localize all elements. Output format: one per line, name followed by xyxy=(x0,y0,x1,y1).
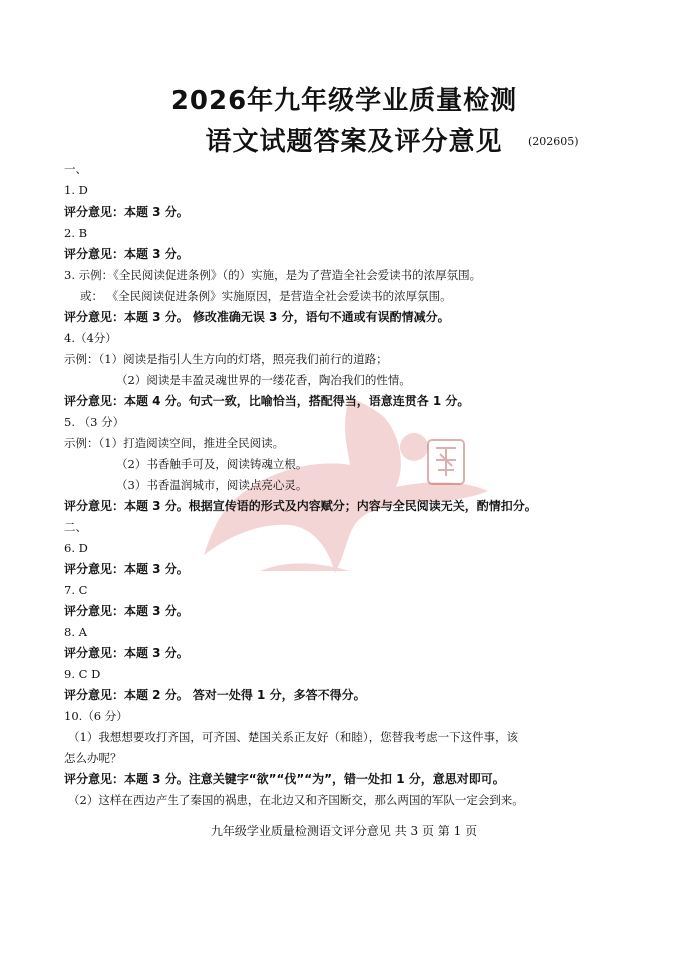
answer-q10-heading: 10.（6 分） xyxy=(64,709,128,723)
page-footer: 九年级学业质量检测语文评分意见 共 3 页 第 1 页 xyxy=(210,824,478,838)
answer-q4-heading: 4.（4分） xyxy=(64,331,117,345)
scoring-note-q3: 评分意见：本题 3 分。 修改准确无误 3 分，语句不通或有误酌情减分。 xyxy=(64,310,450,324)
answer-q6: 6. D xyxy=(64,541,88,555)
answer-q5-example-2: （2）书香触手可及，阅读铸魂立根。 xyxy=(116,457,308,471)
stamp-seal xyxy=(426,438,466,486)
scoring-note-q5: 评分意见：本题 3 分。根据宣传语的形式及内容赋分；内容与全民阅读无关，酌情扣分。 xyxy=(64,499,537,513)
exam-code: (202605) xyxy=(528,135,579,148)
answer-q5-example-1: 示例：（1）打造阅读空间，推进全民阅读。 xyxy=(64,436,285,450)
scoring-note-q7: 评分意见：本题 3 分。 xyxy=(64,604,189,618)
answer-q3-example: 3. 示例：《全民阅读促进条例》（的）实施，是为了营造全社会爱读书的浓厚氛围。 xyxy=(64,268,482,282)
answer-q8: 8. A xyxy=(64,625,87,639)
answer-q10-part1-cont: 怎么办呢？ xyxy=(64,751,122,765)
scoring-note-q2: 评分意见：本题 3 分。 xyxy=(64,247,189,261)
scoring-note-q10-part1: 评分意见：本题 3 分。注意关键字“欲”“伐”“为”，错一处扣 1 分，意思对即可。 xyxy=(64,772,505,786)
scoring-note-q9: 评分意见：本题 2 分。 答对一处得 1 分，多答不得分。 xyxy=(64,688,366,702)
scoring-note-q6: 评分意见：本题 3 分。 xyxy=(64,562,189,576)
answer-q5-heading: 5. （3 分） xyxy=(64,415,125,429)
answer-q10-part2: （2）这样在西边产生了秦国的祸患，在北边又和齐国断交，那么两国的军队一定会到来。 xyxy=(68,793,524,807)
answer-q5-example-3: （3）书香温润城市，阅读点亮心灵。 xyxy=(116,478,308,492)
answer-q3-alternative: 或： 《全民阅读促进条例》实施原因，是营造全社会爱读书的浓厚氛围。 xyxy=(80,289,452,303)
exam-title: 2026年九年级学业质量检测 xyxy=(170,86,518,116)
section-heading-2: 二、 xyxy=(64,520,87,534)
answer-q4-example-2: （2）阅读是丰盈灵魂世界的一缕花香，陶冶我们的性情。 xyxy=(116,373,411,387)
answer-q1: 1. D xyxy=(64,183,88,197)
answer-q7: 7. C xyxy=(64,583,88,597)
answer-subtitle xyxy=(0,121,688,158)
scoring-note-q1: 评分意见：本题 3 分。 xyxy=(64,205,189,219)
answer-q4-example-1: 示例：（1）阅读是指引人生方向的灯塔，照亮我们前行的道路； xyxy=(64,352,388,366)
scoring-note-q8: 评分意见：本题 3 分。 xyxy=(64,646,189,660)
answer-q2: 2. B xyxy=(64,226,88,240)
answer-q9: 9. C D xyxy=(64,667,101,681)
answer-q10-part1: （1）我想想要攻打齐国，可齐国、楚国关系正友好（和睦），您替我考虑一下这件事，该 xyxy=(68,730,519,744)
scoring-note-q4: 评分意见：本题 4 分。句式一致，比喻恰当，搭配得当，语意连贯各 1 分。 xyxy=(64,394,470,408)
section-heading-1: 一、 xyxy=(64,162,87,176)
answer-subtitle-text: 语文试题答案及评分意见 xyxy=(205,127,503,157)
